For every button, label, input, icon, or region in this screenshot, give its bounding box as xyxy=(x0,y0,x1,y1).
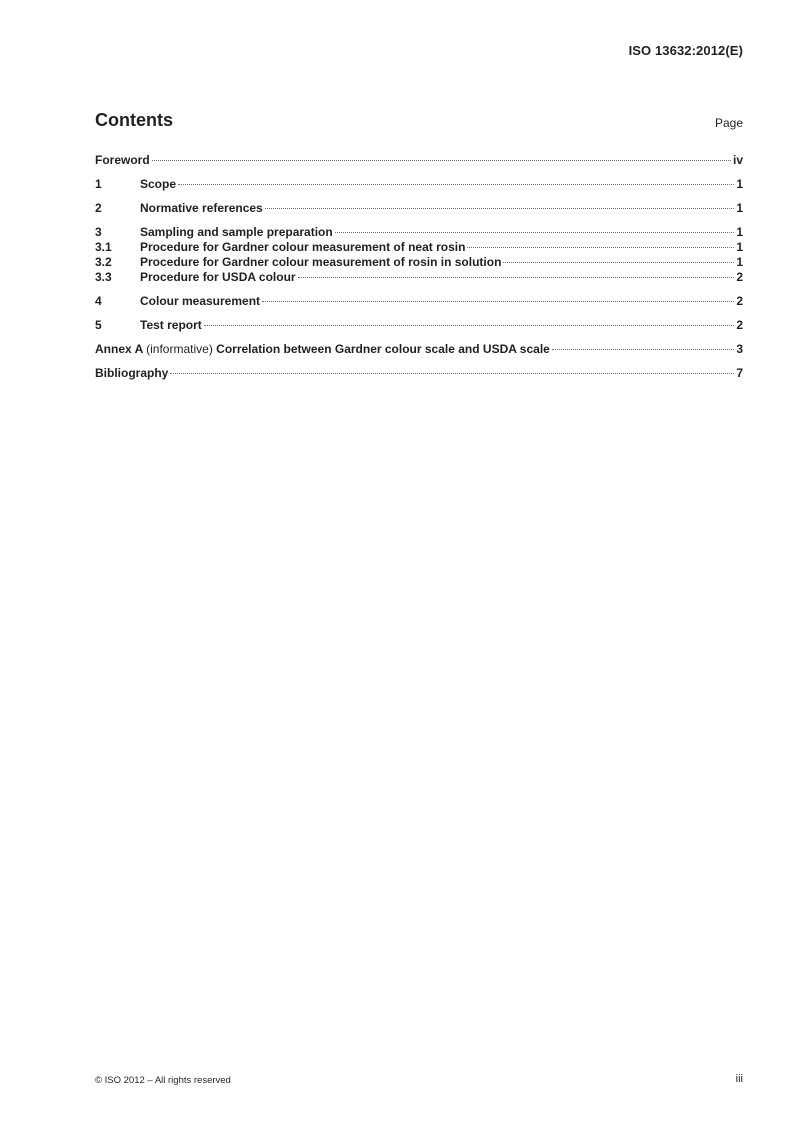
toc-entry-title: Scope xyxy=(140,177,177,191)
toc-entry-title: Sampling and sample preparation xyxy=(140,225,333,239)
toc-entry-page: 7 xyxy=(736,366,743,380)
page-column-label: Page xyxy=(714,116,743,130)
annex-label: Annex A xyxy=(95,342,143,356)
toc-entry-page: 2 xyxy=(736,270,743,284)
toc-leader-dots xyxy=(552,349,734,350)
toc-entry-number: 3.3 xyxy=(95,270,112,284)
toc-entry-page: 1 xyxy=(736,240,743,254)
toc-entry-test-report[interactable] xyxy=(95,318,743,333)
toc-entry-page: 2 xyxy=(736,294,743,308)
toc-entry-title: Foreword xyxy=(95,153,150,167)
toc-leader-dots xyxy=(265,208,735,209)
toc-entry-title: Procedure for Gardner colour measurement of neat rosin xyxy=(140,240,466,254)
toc-entry-title: Procedure for Gardner colour measurement of rosin in solution xyxy=(140,255,502,269)
page-number: iii xyxy=(735,1073,743,1085)
toc-entry-sampling[interactable] xyxy=(95,225,743,240)
toc-entry-page: 2 xyxy=(736,318,743,332)
annex-title: Correlation between Gardner colour scale and USDA scale xyxy=(216,342,550,356)
toc-entry-page: 3 xyxy=(736,342,743,356)
toc-entry-number: 3 xyxy=(95,225,102,239)
toc-leader-dots xyxy=(170,373,734,374)
toc-entry-number: 3.2 xyxy=(95,255,112,269)
toc-entry-rosin-solution[interactable] xyxy=(95,255,743,270)
toc-entry-number: 1 xyxy=(95,177,102,191)
toc-entry-scope[interactable] xyxy=(95,177,743,192)
toc-entry-colour-measurement[interactable] xyxy=(95,294,743,309)
toc-entry-title: Test report xyxy=(140,318,202,332)
toc-leader-dots xyxy=(335,232,735,233)
document-identifier: ISO 13632:2012(E) xyxy=(628,43,743,58)
toc-leader-dots xyxy=(204,325,735,326)
toc-entry-neat-rosin[interactable] xyxy=(95,240,743,255)
toc-entry-number: 2 xyxy=(95,201,102,215)
toc-entry-page: 1 xyxy=(736,201,743,215)
annex-qualifier: (informative) xyxy=(146,342,213,356)
toc-entry-foreword[interactable] xyxy=(95,153,743,168)
toc-entry-usda-colour[interactable] xyxy=(95,270,743,285)
toc-entry-bibliography[interactable] xyxy=(95,366,743,381)
toc-entry-title: Procedure for USDA colour xyxy=(140,270,296,284)
toc-entry-page: 1 xyxy=(736,177,743,191)
toc-entry-number: 4 xyxy=(95,294,102,308)
table-of-contents xyxy=(95,153,743,381)
contents-title: Contents xyxy=(95,110,173,130)
toc-leader-dots xyxy=(503,262,734,263)
toc-leader-dots xyxy=(152,160,731,161)
copyright-notice: © ISO 2012 – All rights reserved xyxy=(95,1075,231,1086)
toc-entry-title: Bibliography xyxy=(95,366,169,380)
toc-leader-dots xyxy=(262,301,734,302)
toc-entry-page: iv xyxy=(732,153,743,167)
toc-entry-number: 3.1 xyxy=(95,240,112,254)
toc-entry-title: Normative references xyxy=(140,201,263,215)
toc-entry-normative-references[interactable] xyxy=(95,201,743,216)
toc-leader-dots xyxy=(298,277,735,278)
toc-entry-page: 1 xyxy=(736,225,743,239)
toc-entry-annex-a[interactable] xyxy=(95,342,743,357)
toc-entry-title xyxy=(95,342,550,357)
toc-entry-number: 5 xyxy=(95,318,102,332)
toc-entry-title: Colour measurement xyxy=(140,294,261,308)
contents-heading-row xyxy=(95,110,743,134)
toc-entry-page: 1 xyxy=(736,255,743,269)
toc-leader-dots xyxy=(178,184,734,185)
toc-leader-dots xyxy=(467,247,734,248)
